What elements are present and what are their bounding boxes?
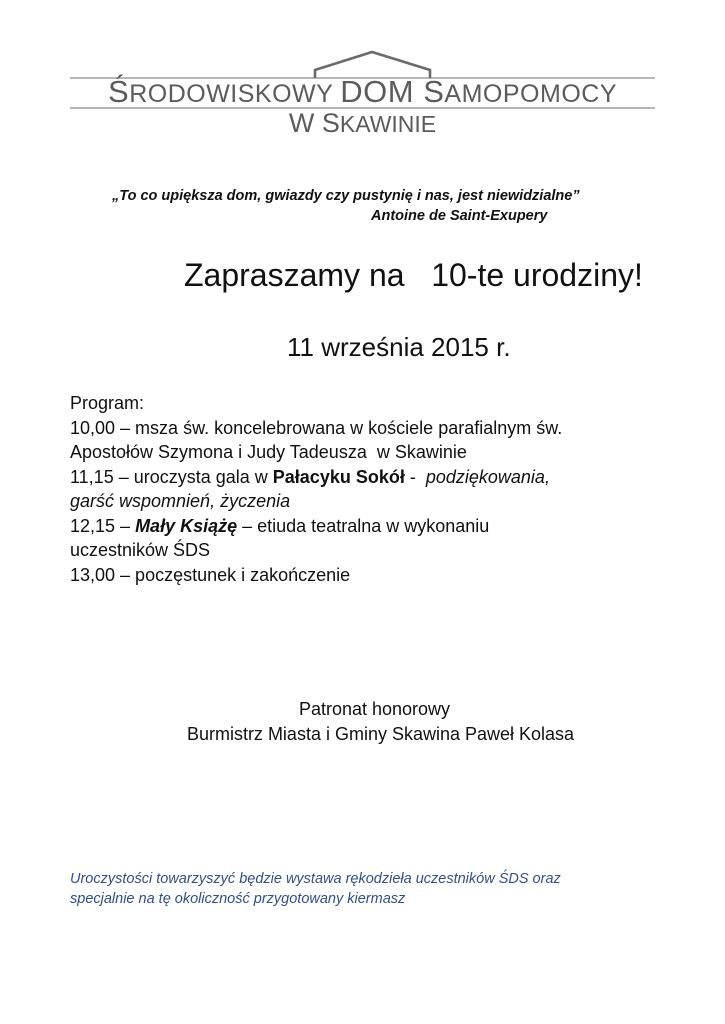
logo-word: AMOPOMOCY <box>444 80 617 108</box>
logo-word: KAWINIE <box>339 111 437 137</box>
program-item-2-line-1 <box>70 465 670 490</box>
logo <box>70 48 655 140</box>
footer-note-line-1: Uroczystości towarzyszyć będzie wystawa rękodzieła uczestników ŚDS oraz <box>70 871 561 887</box>
logo-letter: S <box>321 108 340 138</box>
program-item-2-details-cont: garść wspomnień, życzenia <box>70 491 291 511</box>
quote-block <box>60 186 680 226</box>
quote-author: Antoine de Saint-Exupery <box>371 208 548 224</box>
program-item-3-time: 12,15 – <box>70 515 136 536</box>
program-item-2-details: podziękowania, <box>425 466 550 487</box>
footer-note-line-2: specjalnie na tę okoliczność przygotowany kiermasz <box>70 891 406 907</box>
patron-name: Burmistrz Miasta i Gminy Skawina Paweł Kolasa <box>186 724 575 744</box>
logo-letter: W <box>288 108 322 138</box>
program-item-3-title: Mały Książę <box>135 515 238 536</box>
program-item-1-line-2: Apostołów Szymona i Judy Tadeusza w Skawinie <box>70 442 467 462</box>
quote-text: „To co upiększa dom, gwiazdy czy pustynię i nas, jest niewidzialne” <box>112 188 580 204</box>
program-item-2-separator: - <box>404 466 426 487</box>
patron-title: Patronat honorowy <box>298 699 451 719</box>
logo-word-dom: DOM <box>340 74 424 109</box>
program-item-2-time: 11,15 – uroczysta gala w <box>70 466 273 487</box>
program-item-4: 13,00 – poczęstunek i zakończenie <box>70 564 351 585</box>
program-item-2-line-2 <box>70 489 670 514</box>
invitation-headline: Zapraszamy na 10-te urodziny! <box>184 257 643 293</box>
program-label: Program: <box>70 393 145 413</box>
honorary-patronage <box>0 697 725 747</box>
logo-letter: Ś <box>108 74 130 109</box>
program-item-3-description: – etiuda teatralna w wykonaniu <box>237 515 490 536</box>
program-item-3-line-2: uczestników ŚDS <box>70 540 211 560</box>
event-date: 11 września 2015 r. <box>287 332 511 362</box>
footer-note <box>70 869 670 909</box>
program-item-3-line-1 <box>70 514 670 539</box>
program-item-1-line-1: 10,00 – msza św. koncelebrowana w kościele parafialnym św. <box>70 417 563 438</box>
program-item-2-place: Pałacyku Sokół <box>272 466 405 487</box>
logo-title-line1 <box>70 74 655 110</box>
logo-word: RODOWISKOWY <box>129 80 341 108</box>
logo-title-line2 <box>70 108 655 139</box>
logo-letter: S <box>423 74 445 109</box>
program-section <box>70 391 670 587</box>
